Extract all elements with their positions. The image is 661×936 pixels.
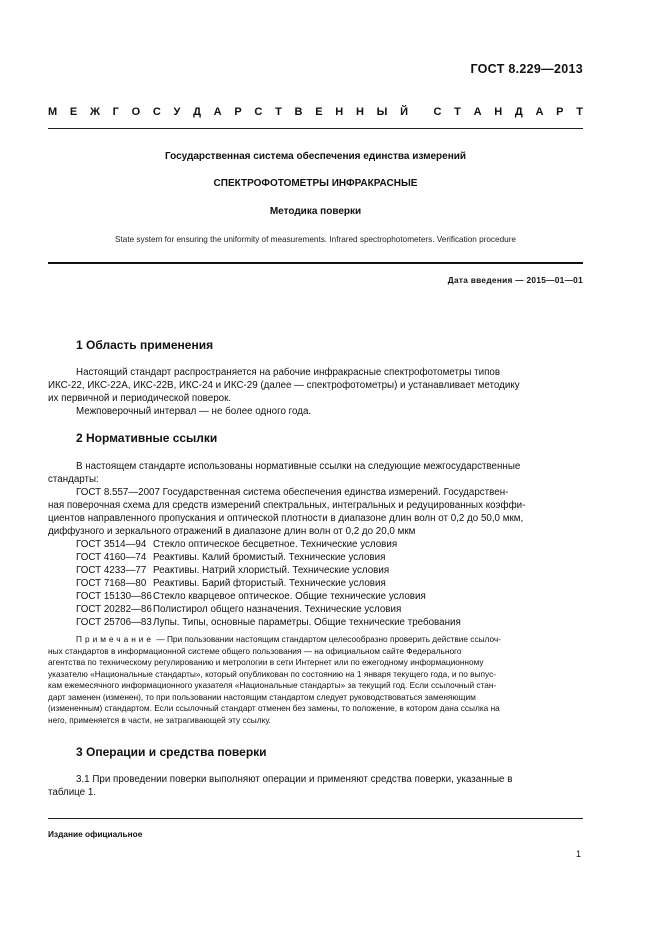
note-line: дарт заменен (изменен), то при пользовании настоящим стандартом следует руководствоваться заменяющим [48,691,476,702]
heading-letter: Н [355,106,364,118]
heading-letter: Д [514,106,523,118]
introduction-date: Дата введения — 2015—01—01 [447,275,583,285]
heading-letter: А [535,106,544,118]
heading-letter: У [173,106,181,118]
reference-code: ГОСТ 4160—74 [76,552,147,563]
section-3-line: 3.1 При проведении поверки выполняют операции и применяют средства поверки, указанные в [76,774,513,785]
note-line: — При пользовании настоящим стандартом целесообразно проверить действие ссылоч- [154,634,502,644]
heading-letter: С [152,106,161,118]
reference-list [76,538,461,629]
footer-divider [48,818,583,819]
reference-item [76,590,461,603]
heading-letter: Г [112,106,119,118]
section-2-line: стандарты: [48,474,99,485]
reference-item [76,616,461,629]
reference-code: ГОСТ 4233—77 [76,565,147,576]
title-divider [48,262,583,264]
header-divider [48,128,583,129]
heading-letter: Д [193,106,201,118]
heading-letter: Н [335,106,344,118]
subtitle: Методика поверки [269,206,362,217]
heading-letter: Т [576,106,583,118]
heading-letter: Т [454,106,461,118]
note-line: кам ежемесячного информационного указателя «Национальные стандарты» за текущий год. Если ссылочный стан- [48,680,497,690]
reference-item [76,603,461,616]
reference-code: ГОСТ 15130—86 [76,591,152,602]
note-label: Примечание [76,634,155,644]
main-title: СПЕКТРОФОТОМЕТРЫ ИНФРАКРАСНЫЕ [213,178,418,189]
section-1-line: ИКС-22, ИКС-22А, ИКС-22В, ИКС-24 и ИКС-29 (далее — спектрофотометры) и устанавливает методику [48,380,520,391]
heading-letter: Р [234,106,242,118]
section-1-line: Настоящий стандарт распространяется на рабочие инфракрасные спектрофотометры типов [76,367,501,378]
reference-title: Стекло оптическое бесцветное. Технические условия [153,539,398,550]
system-title: Государственная система обеспечения единства измерений [164,151,467,162]
heading-letter: Т [275,106,282,118]
reference-code: ГОСТ 3514—94 [76,539,147,550]
reference-item [76,538,461,551]
section-1-line: их первичной и периодической поверок. [48,393,232,404]
interval-line: Межповерочный интервал — не более одного года. [76,406,312,417]
section-1-body [48,366,583,418]
note-line: ных стандартов в информационной системе общего пользования — на официальном сайте Федерального [48,645,462,656]
heading-letter: Ы [376,106,388,118]
heading-letter: Р [556,106,564,118]
reference-title: Полистирол общего назначения. Технические условия [153,604,402,615]
heading-letter: С [254,106,263,118]
heading-letter: Й [400,106,409,118]
section-3-title: 3 Операции и средства поверки [76,745,267,759]
heading-letter: С [433,106,442,118]
section-1-title: 1 Область применения [76,338,214,352]
heading-letter: О [131,106,141,118]
gost-8557-line: циентов направленного пропускания и оптической плотности в диапазоне длин волн от 0,2 до 50,0 мкм, [48,513,524,524]
reference-title: Лупы. Типы, основные параметры. Общие технические требования [153,617,461,628]
note-line: него, применяется в части, не затрагивающей эту ссылку. [48,714,271,725]
note-line: агентства по техническому регулированию и метрологии в сети Интернет или по ежегодному информационному [48,657,484,667]
reference-code: ГОСТ 7168—80 [76,578,147,589]
reference-item [76,577,461,590]
reference-title: Реактивы. Натрий хлористый. Технические условия [153,565,390,576]
heading-letter: Н [494,106,503,118]
gost-8557-line: ГОСТ 8.557—2007 Государственная система обеспечения единства измерений. Государствен- [76,487,509,498]
heading-letter: А [473,106,482,118]
standard-number: ГОСТ 8.229—2013 [470,62,583,76]
reference-item [76,551,461,564]
heading-letter: Е [69,106,78,118]
heading-letter: В [294,106,303,118]
reference-title: Стекло кварцевое оптическое. Общие технические условия [153,591,426,602]
section-2-title: 2 Нормативные ссылки [76,431,218,445]
note-line: (измененным) стандартом. Если ссылочный стандарт отменен без замены, то положение, в котором дана ссылка на [48,703,500,713]
section-2-intro [48,460,583,538]
heading-letter: А [213,106,222,118]
reference-title: Реактивы. Барий фтористый. Технические условия [153,578,386,589]
section-2-line: В настоящем стандарте использованы нормативные ссылки на следующие межгосударственные [76,461,521,472]
section-3-line: таблице 1. [48,787,97,798]
reference-item [76,564,461,577]
reference-code: ГОСТ 25706—83 [76,617,152,628]
section-3-body [48,773,583,799]
note-line: указателю «Национальные стандарты», который опубликован по состоянию на 1 января текущего года, и по выпус- [48,668,497,679]
official-edition-label: Издание официальное [48,829,143,839]
reference-title: Реактивы. Калий бромистый. Технические условия [153,552,386,563]
note-block [48,634,583,726]
heading-letter: М [48,106,58,118]
gost-8557-line: ная поверочная схема для средств измерений спектральных, интегральных и редуцированных коэффи- [48,500,526,511]
gost-8557-line: диффузного и зеркального отражений в диапазоне длин волн от 0,2 до 20,0 мкм [48,526,416,537]
interstate-standard-heading [48,106,583,118]
page-number: 1 [575,849,581,859]
reference-code: ГОСТ 20282—86 [76,604,152,615]
heading-letter: Е [315,106,323,118]
heading-letter: Ж [89,106,100,118]
english-title: State system for ensuring the uniformity of measurements. Infrared spectrophotometers. Verification procedure [115,235,516,244]
